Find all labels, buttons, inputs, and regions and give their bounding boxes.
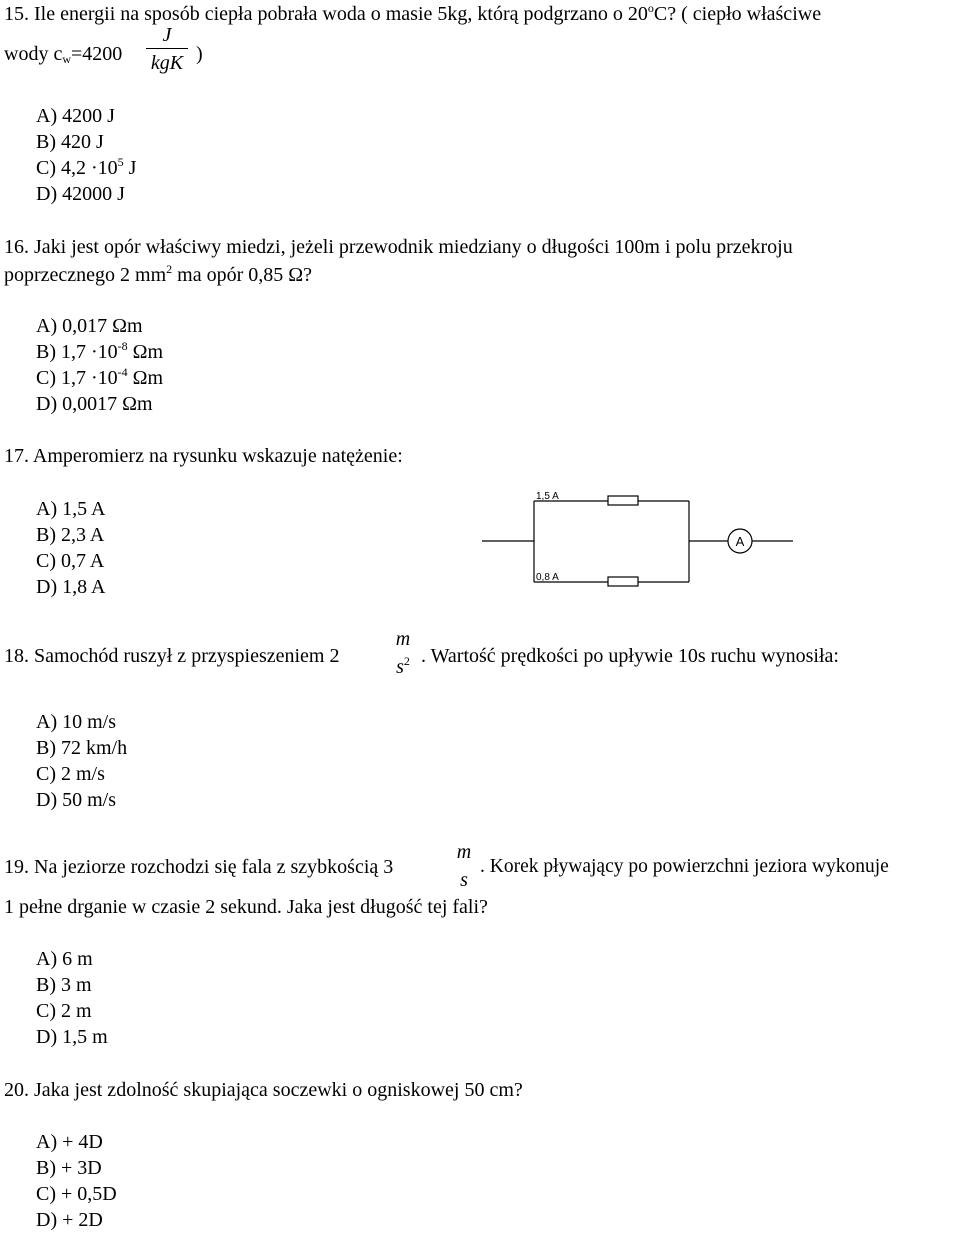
q18-option-c: C) 2 m/s bbox=[36, 763, 105, 785]
q15-frac-den: kgK bbox=[150, 52, 184, 74]
q17-option-c: C) 0,7 A bbox=[36, 550, 105, 572]
q16-line1: 16. Jaki jest opór właściwy miedzi, jeżeli przewodnik miedziany o długości 100m i polu przekroju bbox=[4, 236, 793, 258]
q19-frac-den: s bbox=[460, 869, 468, 891]
q20-option-a: A) + 4D bbox=[36, 1131, 103, 1153]
q15-line1 bbox=[4, 1, 822, 25]
q20-option-d: D) + 2D bbox=[36, 1209, 103, 1231]
q16-option-b-unit: Ωm bbox=[127, 341, 164, 363]
q16-option-b-base: B) 1,7 ·10 bbox=[36, 341, 118, 363]
q15-option-c-base: C) 4,2 ·10 bbox=[36, 157, 118, 179]
q15-value: =4200 bbox=[71, 43, 123, 65]
resistor-top bbox=[608, 496, 638, 505]
circuit-label-top: 1,5 A bbox=[536, 491, 559, 502]
q16-option-c-exp: -4 bbox=[117, 365, 128, 379]
q19-line2: 1 pełne drganie w czasie 2 sekund. Jaka jest długość tej fali? bbox=[4, 896, 488, 918]
q15-option-b: B) 420 J bbox=[36, 131, 104, 153]
ammeter-label: A bbox=[735, 534, 745, 549]
q19-option-d: D) 1,5 m bbox=[36, 1026, 108, 1048]
q15-option-a: A) 4200 J bbox=[36, 105, 115, 127]
q19-option-b: B) 3 m bbox=[36, 974, 92, 996]
q15-option-c-unit: J bbox=[123, 157, 137, 179]
q18-unit-fraction bbox=[392, 629, 414, 677]
q16-option-c-base: C) 1,7 ·10 bbox=[36, 367, 118, 389]
q15-option-c-exp: 5 bbox=[117, 155, 124, 169]
resistor-bottom bbox=[608, 577, 638, 586]
circuit-label-bottom: 0,8 A bbox=[536, 572, 559, 583]
q16-option-c bbox=[36, 365, 164, 389]
q15-wody: wody c bbox=[4, 43, 63, 65]
q18-text-pre: 18. Samochód ruszył z przyspieszeniem 2 bbox=[4, 645, 340, 667]
q15-degree: o bbox=[647, 1, 654, 15]
q15-text-tail: C? ( ciepło właściwe bbox=[653, 3, 822, 25]
q16-line2-sup: 2 bbox=[166, 262, 173, 276]
q19-unit-fraction bbox=[453, 842, 475, 890]
q15-line2 bbox=[4, 44, 122, 64]
q15-sub-w: w bbox=[62, 52, 71, 66]
q15-text: 15. Ile energii na sposób ciepła pobrała woda o masie 5kg, którą podgrzano o 20 bbox=[4, 3, 648, 25]
q18-frac-den bbox=[392, 654, 414, 678]
q18-frac-den-s: s bbox=[396, 656, 404, 678]
q16-line2-post: ma opór 0,85 Ω? bbox=[172, 264, 313, 286]
q17-option-d: D) 1,8 A bbox=[36, 576, 106, 598]
q20-option-c: C) + 0,5D bbox=[36, 1183, 117, 1205]
q20-text: 20. Jaka jest zdolność skupiająca soczewki o ogniskowej 50 cm? bbox=[4, 1079, 523, 1101]
q15-option-d: D) 42000 J bbox=[36, 183, 125, 205]
q18-option-a: A) 10 m/s bbox=[36, 711, 116, 733]
q15-frac-bar bbox=[146, 48, 188, 49]
q15-unit-fraction bbox=[146, 25, 188, 73]
q19-option-c: C) 2 m bbox=[36, 1000, 92, 1022]
q17-option-b: B) 2,3 A bbox=[36, 524, 105, 546]
q16-option-a: A) 0,017 Ωm bbox=[36, 315, 143, 337]
q16-option-b bbox=[36, 339, 164, 363]
q16-line2 bbox=[4, 262, 313, 286]
q18-frac-den-sup: 2 bbox=[403, 654, 410, 668]
q15-option-c bbox=[36, 155, 137, 179]
q19-text-post: . Korek pływający po powierzchni jeziora wykonuje bbox=[480, 856, 889, 877]
q15-close-paren: ) bbox=[196, 43, 203, 65]
q16-option-b-exp: -8 bbox=[117, 339, 128, 353]
q19-frac-num: m bbox=[456, 841, 472, 863]
q16-line2-pre: poprzecznego 2 mm bbox=[4, 264, 167, 286]
q15-frac-num: J bbox=[162, 24, 172, 46]
q17-option-a: A) 1,5 A bbox=[36, 498, 106, 520]
q18-option-b: B) 72 km/h bbox=[36, 737, 128, 759]
q18-option-d: D) 50 m/s bbox=[36, 789, 116, 811]
q16-option-c-unit: Ωm bbox=[127, 367, 164, 389]
q20-option-b: B) + 3D bbox=[36, 1157, 102, 1179]
q17-text: 17. Amperomierz na rysunku wskazuje natężenie: bbox=[4, 445, 403, 467]
q19-text-pre: 19. Na jeziorze rozchodzi się fala z szybkością 3 bbox=[4, 856, 394, 878]
circuit-diagram bbox=[480, 487, 800, 587]
q18-frac-num: m bbox=[395, 628, 411, 650]
q18-text-post: . Wartość prędkości po upływie 10s ruchu wynosiła: bbox=[421, 645, 839, 667]
q19-option-a: A) 6 m bbox=[36, 948, 93, 970]
q16-option-d: D) 0,0017 Ωm bbox=[36, 393, 153, 415]
